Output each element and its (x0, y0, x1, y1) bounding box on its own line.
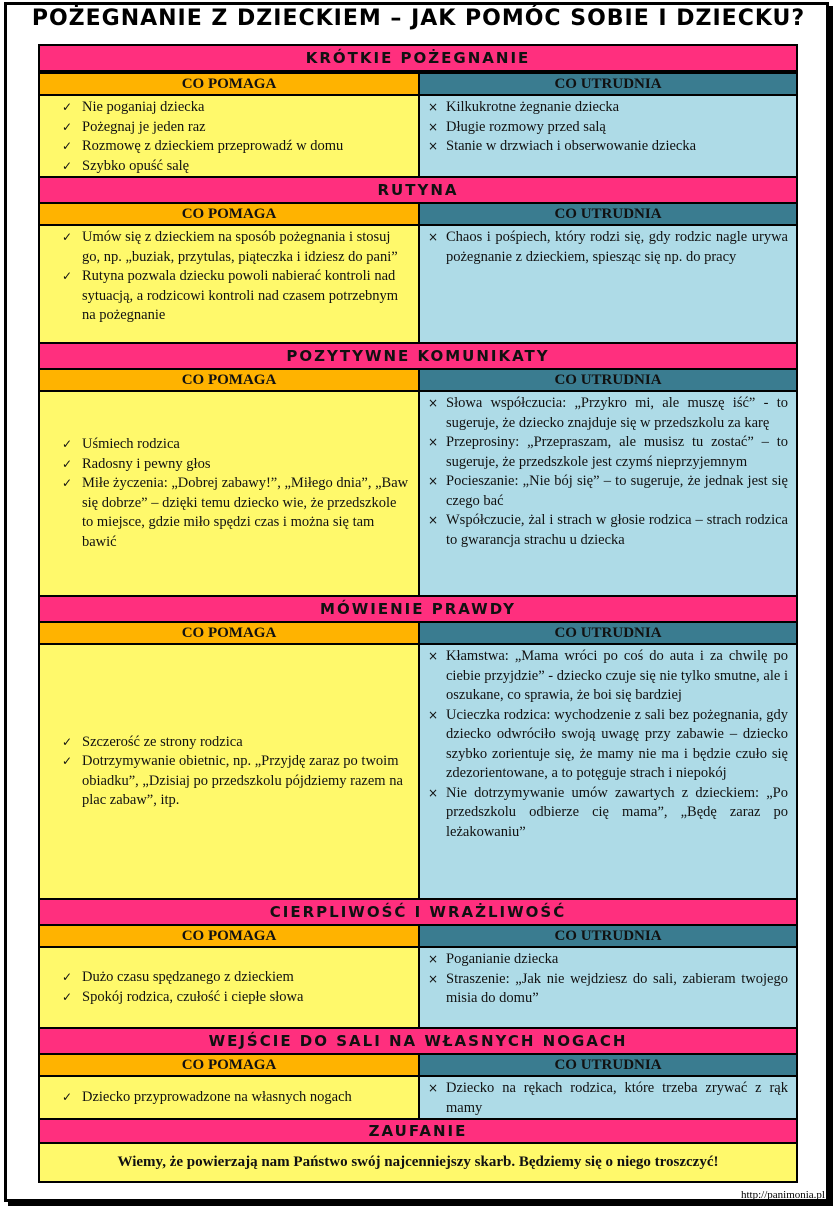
helps-cell (40, 1077, 418, 1118)
check-icon: ✓ (62, 456, 73, 471)
cross-icon: × (428, 971, 439, 986)
column-header-helps: CO POMAGA (40, 623, 418, 643)
cross-icon: × (428, 474, 439, 488)
helps-cell (40, 226, 418, 342)
hinders-cell (420, 1077, 796, 1118)
hinder-item (428, 433, 788, 472)
item-text: Szybko opuść salę (82, 157, 190, 174)
hinder-item (428, 137, 788, 157)
check-icon: ✓ (62, 476, 73, 490)
hinder-item (428, 970, 788, 1009)
hinders-cell (420, 226, 796, 342)
helps-cell (40, 645, 418, 898)
check-icon: ✓ (62, 269, 73, 283)
item-text: Rutyna pozwala dziecku powoli nabierać kontroli nad sytuacją, a rodzicowi kontroli nad czasem potrzebnym na pożegnanie (82, 268, 399, 323)
help-item (48, 137, 410, 157)
column-header-hinders: CO UTRUDNIA (420, 204, 796, 224)
item-text: Nie poganiaj dziecka (82, 99, 205, 115)
cross-icon: × (428, 649, 439, 663)
column-header-helps: CO POMAGA (40, 370, 418, 390)
closing-statement: Wiemy, że powierzają nam Państwo swój najcenniejszy skarb. Będziemy się o niego troszczyć! (40, 1144, 796, 1181)
item-text: Kłamstwa: „Mama wróci po coś do auta i za chwilę po ciebie przyjdzie” - dziecko czuje się nie tylko smutne, ale i oszukane, co sprawia, że boi się bardziej (446, 648, 788, 703)
item-text: Chaos i pośpiech, który rodzi się, gdy rodzic nagle urywa pożegnanie z dzieckiem, spiesząc się np. do pracy (446, 229, 788, 265)
column-header-hinders: CO UTRUDNIA (420, 74, 796, 94)
item-text: Spokój rodzica, czułość i ciepłe słowa (82, 988, 304, 1005)
hinder-item (428, 784, 788, 843)
item-text: Stanie w drzwiach i obserwowanie dziecka (446, 138, 697, 154)
section-title: POZYTYWNE KOMUNIKATY (40, 344, 796, 368)
help-item (48, 474, 410, 552)
source-link[interactable]: http://panimonia.pl (740, 1189, 825, 1201)
column-header-hinders: CO UTRUDNIA (420, 370, 796, 390)
check-icon: ✓ (62, 437, 73, 451)
page-title: POŻEGNANIE Z DZIECKIEM – JAK POMÓC SOBIE I DZIECKU? (31, 6, 806, 31)
help-item (48, 157, 410, 177)
check-icon: ✓ (62, 158, 73, 173)
helps-cell (40, 392, 418, 595)
help-item (48, 752, 410, 811)
column-header-hinders: CO UTRUDNIA (420, 926, 796, 946)
cross-icon: × (428, 707, 439, 722)
section-title: CIERPLIWOŚĆ I WRAŻLIWOŚĆ (40, 900, 796, 924)
item-text: Współczucie, żal i strach w głosie rodzica – strach rodzica to gwarancja strachu u dziecka (446, 512, 788, 548)
help-item (48, 98, 410, 118)
item-text: Słowa współczucia: „Przykro mi, ale muszę iść” - to sugeruje, że dziecko znajduje się w przedszkolu za karę (446, 395, 788, 431)
item-text: Pocieszanie: „Nie bój się” – to sugeruje, że jednak jest się czego bać (446, 473, 788, 509)
check-icon: ✓ (62, 989, 73, 1004)
hinder-item (428, 647, 788, 706)
cross-icon: × (428, 785, 439, 800)
hinder-item (428, 706, 788, 784)
hinder-item (428, 98, 788, 118)
cross-icon: × (428, 396, 439, 410)
helps-cell (40, 948, 418, 1027)
check-icon: ✓ (62, 230, 73, 244)
cross-icon: × (428, 100, 439, 114)
hinders-cell (420, 645, 796, 898)
item-text: Długie rozmowy przed salą (446, 118, 606, 135)
hinders-cell (420, 948, 796, 1027)
cross-icon: × (428, 435, 439, 449)
hinder-item (428, 394, 788, 433)
hinder-item (428, 950, 788, 970)
item-text: Pożegnaj je jeden raz (82, 118, 206, 135)
item-text: Uśmiech rodzica (82, 436, 180, 452)
item-text: Rozmowę z dzieckiem przeprowadź w domu (82, 138, 344, 154)
item-text: Dotrzymywanie obietnic, np. „Przyjdę zaraz po twoim obiadku”, „Dzisiaj po przedszkolu pójdziemy razem na plac zabaw”, itp. (82, 753, 403, 808)
section-title: KRÓTKIE POŻEGNANIE (40, 46, 796, 70)
column-header-helps: CO POMAGA (40, 926, 418, 946)
item-text: Dziecko przyprowadzone na własnych nogach (82, 1088, 352, 1105)
cross-icon: × (428, 513, 439, 527)
section-title: ZAUFANIE (40, 1120, 796, 1142)
section-title: WEJŚCIE DO SALI NA WŁASNYCH NOGACH (40, 1029, 796, 1053)
item-text: Szczerość ze strony rodzica (82, 733, 243, 750)
help-item (48, 733, 410, 753)
helps-cell (40, 96, 418, 176)
check-icon: ✓ (62, 119, 73, 134)
help-item (48, 435, 410, 455)
hinder-item (428, 1079, 788, 1118)
item-text: Radosny i pewny głos (82, 455, 211, 472)
item-text: Kilkukrotne żegnanie dziecka (446, 99, 620, 115)
hinders-cell (420, 392, 796, 595)
check-icon: ✓ (62, 734, 73, 749)
help-item (48, 988, 410, 1008)
section-title: MÓWIENIE PRAWDY (40, 597, 796, 621)
info-table (38, 44, 798, 1183)
item-text: Ucieczka rodzica: wychodzenie z sali bez pożegnania, gdy dziecko odwróciło swoją uwagę przy zabawie – dziecko szybko zorientuje się, że mamy nie ma i będzie czuło się zdezorientowane, a to potęguje strach i niepokój (446, 706, 788, 781)
cross-icon: × (428, 139, 439, 153)
help-item (48, 267, 410, 326)
help-item (48, 968, 410, 988)
check-icon: ✓ (62, 139, 73, 153)
help-item (48, 118, 410, 138)
item-text: Umów się z dzieckiem na sposób pożegnania i stosuj go, np. „buziak, przytulas, piąteczka i idziesz do pani” (82, 229, 398, 265)
column-header-helps: CO POMAGA (40, 204, 418, 224)
column-header-hinders: CO UTRUDNIA (420, 1055, 796, 1075)
check-icon: ✓ (62, 970, 73, 984)
section-title: RUTYNA (40, 178, 796, 202)
cross-icon: × (428, 1081, 439, 1095)
hinder-item (428, 118, 788, 138)
item-text: Nie dotrzymywanie umów zawartych z dzieckiem: „Po przedszkolu odbierze cię mama”, „Będę zaraz po leżakowaniu” (446, 784, 788, 840)
item-text: Przeprosiny: „Przepraszam, ale musisz tu zostać” – to sugeruje, że przedszkole jest czymś nieprzyjemnym (446, 434, 788, 470)
hinder-item (428, 228, 788, 267)
item-text: Poganianie dziecka (446, 951, 559, 967)
cross-icon: × (428, 119, 439, 134)
column-header-helps: CO POMAGA (40, 74, 418, 94)
cross-icon: × (428, 230, 439, 244)
check-icon: ✓ (62, 100, 73, 114)
column-header-helps: CO POMAGA (40, 1055, 418, 1075)
help-item (48, 1088, 410, 1108)
help-item (48, 455, 410, 475)
check-icon: ✓ (62, 754, 73, 768)
cross-icon: × (428, 952, 439, 966)
check-icon: ✓ (62, 1089, 73, 1104)
hinder-item (428, 472, 788, 511)
help-item (48, 228, 410, 267)
hinders-cell (420, 96, 796, 176)
item-text: Dużo czasu spędzanego z dzieckiem (82, 969, 294, 985)
item-text: Straszenie: „Jak nie wejdziesz do sali, zabieram twojego misia do domu” (446, 970, 788, 1006)
item-text: Dziecko na rękach rodzica, które trzeba zrywać z rąk mamy (446, 1080, 788, 1116)
item-text: Miłe życzenia: „Dobrej zabawy!”, „Miłego dnia”, „Baw się dobrze” – dzięki temu dziecko wie, że przedszkole to miejsce, gdzie miło spędzi czas i można się tam bawić (82, 475, 409, 550)
hinder-item (428, 511, 788, 550)
column-header-hinders: CO UTRUDNIA (420, 623, 796, 643)
